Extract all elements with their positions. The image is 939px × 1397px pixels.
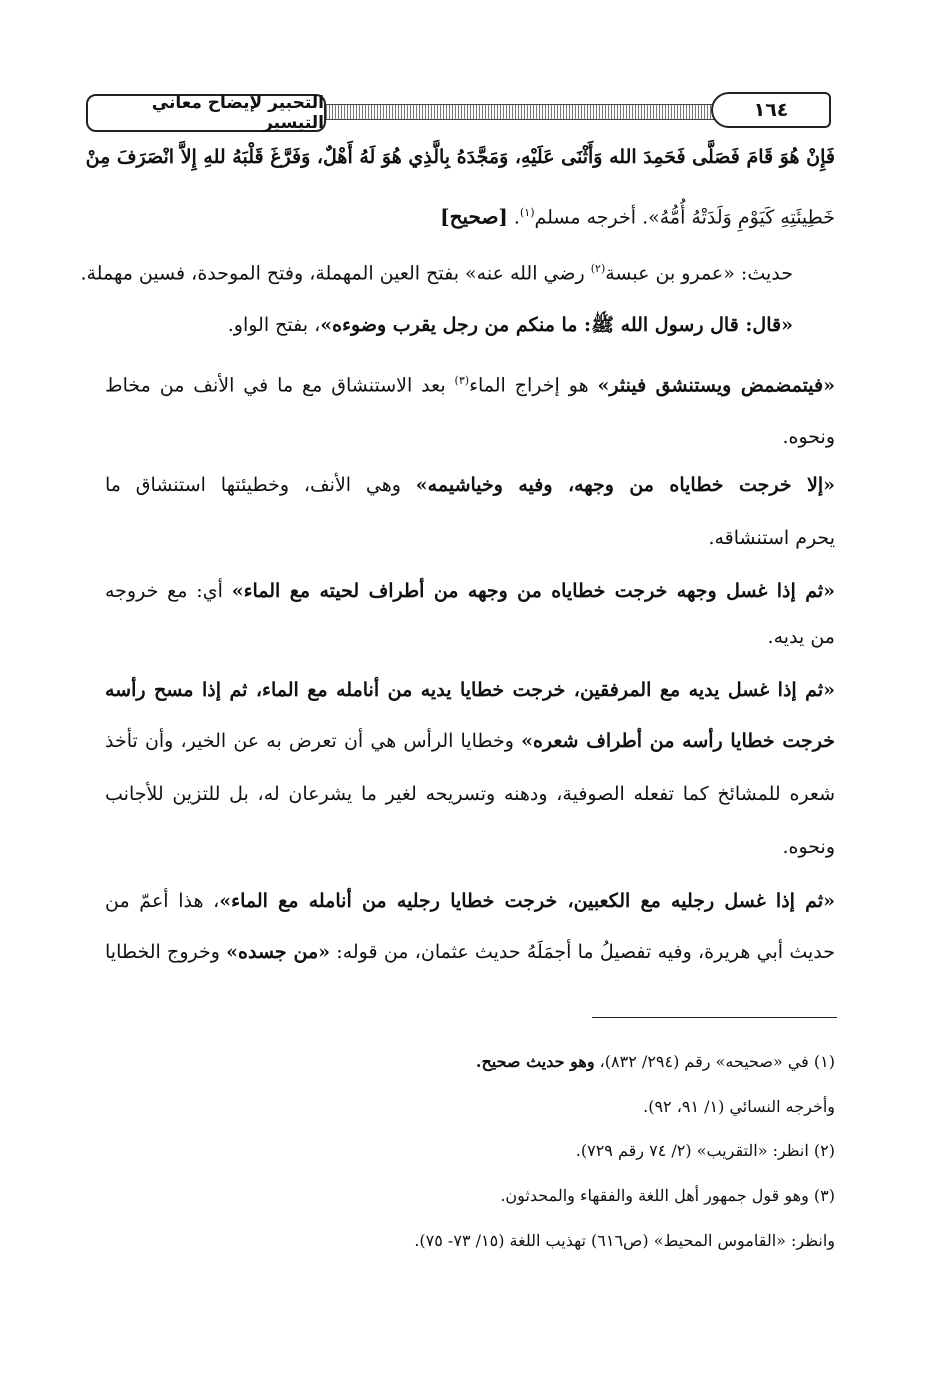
text-fragment: أي: مع خروجه	[105, 580, 232, 602]
text-fragment: وهي الأنف، وخطيئتها استنشاق ما	[105, 474, 416, 496]
text-fragment: من يديه.	[767, 626, 835, 648]
text-line-6	[782, 422, 835, 452]
text-line-11	[105, 675, 835, 705]
text-line-16	[105, 937, 835, 967]
quoted-phrase: «ثم إذا غسل يديه مع المرفقين، خرجت خطايا يديه من أنامله مع الماء، ثم إذا مسح رأسه	[105, 679, 835, 701]
footnote-ref-2: (٢)	[590, 262, 606, 275]
hadith-text: فَإِنْ هُوَ قَامَ فَصَلَّى فَحَمِدَ الله وَأَثْنَى عَلَيْهِ، وَمَجَّدَهُ بِالَّذِي هُوَ لَهُ أَهْلٌ، وَفَرَّغَ قَلْبَهُ للهِ إِلاَّ انْصَرَفَ مِنْ	[85, 146, 835, 168]
text-line-4	[228, 310, 793, 340]
footnote-1	[476, 1050, 835, 1074]
text-fragment: هو إخراج الماء	[469, 374, 598, 397]
text-line-14	[782, 832, 835, 862]
text-fragment: يحرم استنشاقه.	[708, 527, 835, 549]
quoted-phrase: «ثم إذا غسل وجهه خرجت خطاياه من وجهه من أطراف لحيته مع الماء»	[231, 580, 836, 602]
text-line-1	[85, 142, 835, 172]
footnote-text: (٣) وهو قول جمهور أهل اللغة والفقهاء والمحدثون.	[500, 1186, 835, 1205]
text-line-10	[768, 622, 835, 652]
footnote-3	[500, 1184, 835, 1208]
text-fragment: حديث: «عمرو بن عبسة	[605, 262, 793, 285]
text-line-8	[708, 523, 835, 553]
text-line-7	[105, 470, 835, 500]
text-fragment: ونحوه.	[782, 836, 835, 858]
text-fragment: حديث أبي هريرة، وفيه تفصيلُ ما أجمَلَهُ حديث عثمان، من قوله:	[330, 941, 835, 963]
text-line-9	[105, 576, 835, 606]
footnote-2	[576, 1139, 835, 1163]
footnote-3-continued	[414, 1229, 835, 1253]
text-fragment: ، هذا أعمّ من	[105, 890, 220, 912]
footnote-text: (٢) انظر: «التقريب» (٢/ ٧٤ رقم ٧٢٩).	[575, 1141, 835, 1160]
quoted-phrase: «من جسده»	[226, 941, 331, 963]
footnote-text: وأخرجه النسائي (١/ ٩١، ٩٢).	[643, 1097, 835, 1116]
footnote-separator	[592, 1017, 837, 1018]
page-header	[86, 92, 831, 132]
text-line-15	[105, 886, 835, 916]
page-number: ١٦٤	[711, 92, 831, 128]
footnote-text: وانظر: «القاموس المحيط» (ص٦١٦) تهذيب اللغة (١٥/ ٧٣- ٧٥).	[414, 1231, 835, 1250]
hadith-text: خَطِيئَتِهِ كَيَوْمِ وَلَدَتْهُ أُمُّهُ». أخرجه مسلم	[534, 206, 835, 229]
text-fragment: شعره للمشائخ كما تفعله الصوفية، ودهنه وتسريحه لغير ما يشرعان له، بل للتزين للأجانب	[105, 783, 835, 805]
footnote-ref-1: (١)	[519, 206, 535, 219]
text-fragment: .	[507, 206, 520, 229]
text-line-12	[105, 726, 835, 756]
text-fragment: رضي الله عنه» بفتح العين المهملة، وفتح الموحدة، فسين مهملة.	[80, 262, 591, 285]
quoted-phrase: «فيتمضمض ويستنشق فينثر»	[597, 374, 835, 397]
quoted-phrase: «إلا خرجت خطاياه من وجهه، وفيه وخياشيمه»	[415, 474, 835, 496]
text-fragment: وخروج الخطايا	[105, 941, 227, 963]
footnote-ref-3: (٣)	[454, 374, 470, 387]
text-line-5	[105, 366, 835, 400]
grade-label: [صحيح]	[440, 204, 508, 229]
text-line-3	[80, 254, 793, 288]
footnote-text: (١) في «صحيحه» رقم (٢٩٤/ ٨٣٢)،	[594, 1052, 835, 1071]
text-line-2	[440, 198, 835, 232]
text-line-13	[105, 779, 835, 809]
quoted-phrase: «قال: قال رسول الله ﷺ: ما منكم من رجل يقرب وضوءه»	[320, 314, 793, 336]
footnote-grade: وهو حديث صحيح.	[475, 1052, 595, 1071]
book-title: التحبير لإيضاح معاني التيسير	[86, 94, 326, 132]
quoted-phrase: خرجت خطايا رأسه من أطراف شعره»	[521, 730, 835, 752]
text-fragment: ونحوه.	[782, 426, 835, 448]
footnote-1-continued	[643, 1095, 835, 1119]
text-fragment: ، بفتح الواو.	[227, 314, 321, 336]
text-fragment: وخطايا الرأس هي أن تعرض به عن الخير، وأن تأخذ	[105, 730, 522, 752]
quoted-phrase: «ثم إذا غسل رجليه مع الكعبين، خرجت خطايا رجليه من أنامله مع الماء»	[219, 890, 835, 912]
text-fragment: بعد الاستنشاق مع ما في الأنف من مخاط	[105, 374, 455, 397]
